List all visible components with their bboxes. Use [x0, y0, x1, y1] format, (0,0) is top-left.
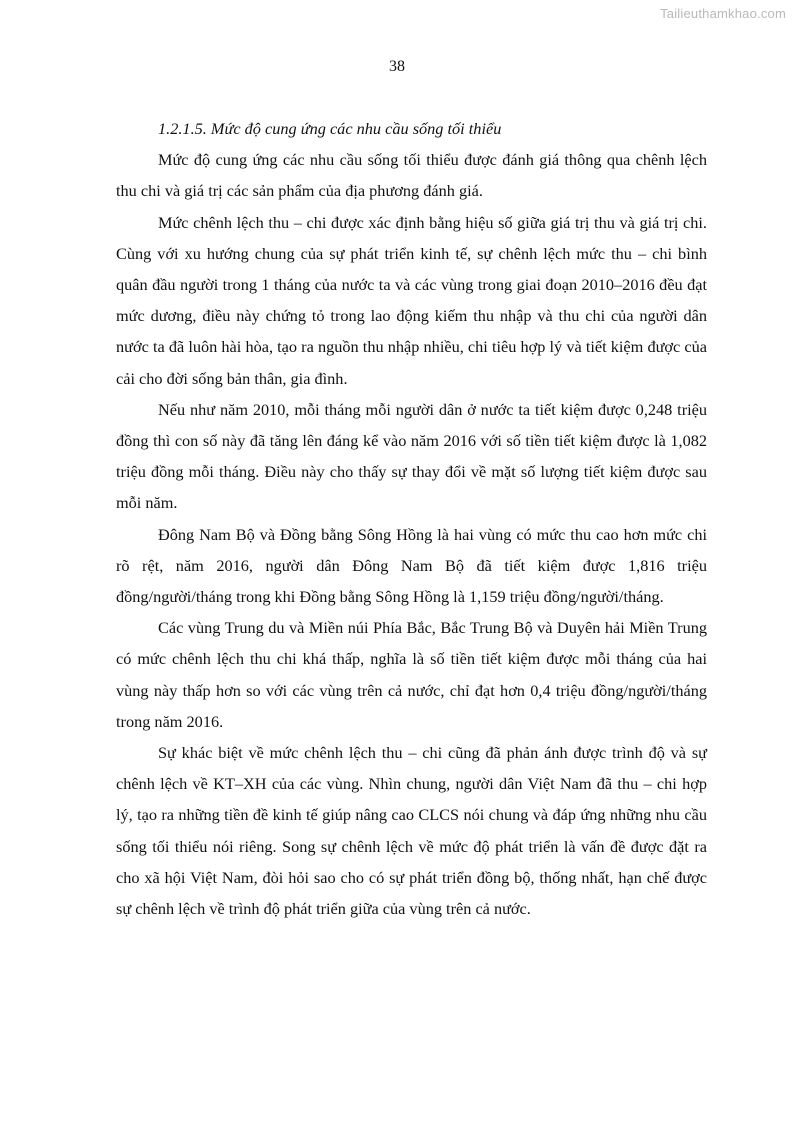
- watermark: Tailieuthamkhao.com: [660, 6, 786, 21]
- paragraph: Sự khác biệt về mức chênh lệch thu – chi cũng đã phản ánh được trình độ và sự chênh lệch về KT–XH của các vùng. Nhìn chung, người dân Việt Nam đã thu – chi hợp lý, tạo ra những tiền đề kinh tế giúp nâng cao CLCS nói chung và đáp ứng những nhu cầu sống tối thiểu nói riêng. Song sự chênh lệch về mức độ phát triển là vấn đề được đặt ra cho xã hội Việt Nam, đòi hỏi sao cho có sự phát triển đồng bộ, thống nhất, hạn chế được sự chênh lệch về trình độ phát triển giữa của vùng trên cả nước.: [116, 743, 707, 919]
- paragraph: Các vùng Trung du và Miền núi Phía Bắc, Bắc Trung Bộ và Duyên hải Miền Trung có mức chênh lệch thu chi khá thấp, nghĩa là số tiền tiết kiệm được mỗi tháng của hai vùng này thấp hơn so với các vùng trên cả nước, chỉ đạt hơn 0,4 triệu đồng/người/tháng trong năm 2016.: [116, 618, 707, 731]
- paragraph: Mức độ cung ứng các nhu cầu sống tối thiểu được đánh giá thông qua chênh lệch thu chi và giá trị các sản phẩm của địa phương đánh giá.: [116, 150, 707, 201]
- paragraph: Nếu như năm 2010, mỗi tháng mỗi người dân ở nước ta tiết kiệm được 0,248 triệu đồng thì con số này đã tăng lên đáng kể vào năm 2016 với số tiền tiết kiệm được là 1,082 triệu đồng mỗi tháng. Điều này cho thấy sự thay đổi về mặt số lượng tiết kiệm được sau mỗi năm.: [116, 399, 707, 513]
- paragraph: Mức chênh lệch thu – chi được xác định bằng hiệu số giữa giá trị thu và giá trị chi. Cùng với xu hướng chung của sự phát triển kinh tế, sự chênh lệch mức thu – chi bình quân đầu người trong 1 tháng của nước ta và các vùng trong giai đoạn 2010–2016 đều đạt mức dương, điều này chứng tỏ trong lao động kiếm thu nhập và thu chi của người dân nước ta đã luôn hài hòa, tạo ra nguồn thu nhập nhiều, chi tiêu hợp lý và tiết kiệm được của cải cho đời sống bản thân, gia đình.: [116, 212, 707, 388]
- paragraph: Đông Nam Bộ và Đồng bằng Sông Hồng là hai vùng có mức thu cao hơn mức chi rõ rệt, năm 2016, người dân Đông Nam Bộ đã tiết kiệm được 1,816 triệu đồng/người/tháng trong khi Đồng bằng Sông Hồng là 1,159 triệu đồng/người/tháng.: [116, 524, 707, 607]
- section-heading: 1.2.1.5. Mức độ cung ứng các nhu cầu sống tối thiểu: [158, 119, 502, 138]
- document-body: [116, 113, 707, 924]
- page-number: 38: [389, 58, 405, 75]
